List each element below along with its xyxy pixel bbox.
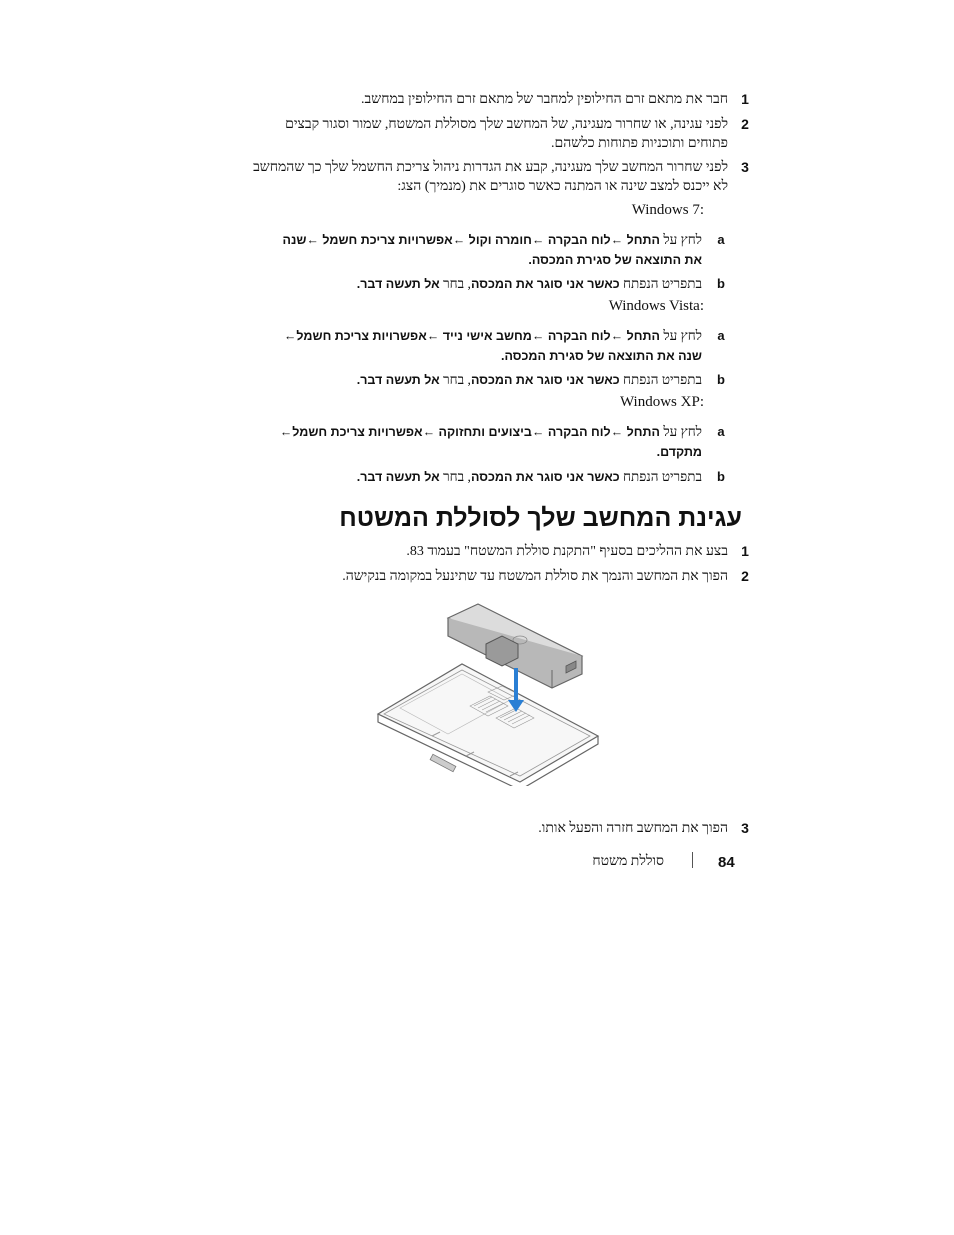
os-label-windows-7: Windows 7: xyxy=(631,202,704,218)
step-text-line-2: לא ייכנס למצב שינה או המתנה כאשר סוגרים את (מנמיך) הצג: xyxy=(397,179,728,194)
menu-path-line-2: את התוצאה של סגירת המכסה. xyxy=(528,253,702,267)
substep-letter: a xyxy=(717,232,725,247)
menu-path: התחל ←לוח הבקרה ←ביצועים ותחזוקה ←אפשרויות צריכת חשמל← xyxy=(279,425,660,439)
substep-a-vista xyxy=(262,326,725,366)
step-text-line-2: פתוחים ותוכניות פתוחות כלשהם. xyxy=(551,136,728,151)
menu-path-line-2: שנה את התוצאה של סגירת המכסה. xyxy=(500,349,702,363)
step-text-line-1: לפני שחרור המחשב שלך מעגינה, קבע את הגדרות ניהול צריכת החשמל שלך כך שהמחשב xyxy=(253,160,728,175)
substep-mid: , בחר xyxy=(439,469,471,484)
page-number: 84 xyxy=(718,854,735,871)
substep-prefix: בתפריט הנפתח xyxy=(619,372,702,387)
os-label-windows-vista: Windows Vista: xyxy=(608,298,704,314)
step-text: הפוך את המחשב חזרה והפעל אותו. xyxy=(538,821,728,836)
option-name: אל תעשה דבר. xyxy=(356,470,440,484)
os-label-windows-xp: Windows XP: xyxy=(620,394,704,410)
step-2-bottom xyxy=(248,567,749,586)
step-3-top xyxy=(248,158,749,196)
step-number: 2 xyxy=(741,116,749,132)
substep-b-vista xyxy=(262,370,725,390)
substep-prefix: לחץ על xyxy=(659,424,702,439)
substep-b-xp xyxy=(262,467,725,487)
step-3-bottom xyxy=(248,819,749,838)
docking-illustration xyxy=(370,596,610,786)
step-text: חבר את מתאם זרם החילופין למחבר של מתאם זרם החילופין במחשב. xyxy=(361,92,728,107)
substep-prefix: לחץ על xyxy=(659,328,702,343)
step-number: 1 xyxy=(741,543,749,559)
substep-prefix: בתפריט הנפתח xyxy=(619,469,702,484)
substep-letter: b xyxy=(717,372,725,387)
substep-prefix: לחץ על xyxy=(659,232,702,247)
substep-a-win7 xyxy=(262,230,725,270)
substep-mid: , בחר xyxy=(439,276,471,291)
step-1-top xyxy=(248,90,749,109)
step-number: 3 xyxy=(741,159,749,175)
step-text: בצע את ההליכים בסעיף "התקנת סוללת המשטח" בעמוד 83. xyxy=(406,544,728,559)
menu-path: התחל ←לוח הבקרה ←מחשב אישי נייד ←אפשרויות צריכת חשמל← xyxy=(283,329,660,343)
step-number: 3 xyxy=(741,820,749,836)
step-text: הפוך את המחשב והנמך את סוללת המשטח עד שתינעל במקומה בנקישה. xyxy=(342,569,728,584)
option-name: אל תעשה דבר. xyxy=(356,373,440,387)
substep-letter: a xyxy=(717,424,725,439)
dropdown-name: כאשר אני סוגר את המכסה xyxy=(470,373,620,387)
footer-title: סוללת משטח xyxy=(592,854,664,869)
substep-letter: b xyxy=(717,469,725,484)
menu-path-line-2: מתקדם. xyxy=(656,445,702,459)
option-name: אל תעשה דבר. xyxy=(356,277,440,291)
step-2-top xyxy=(248,115,749,153)
substep-mid: , בחר xyxy=(439,372,471,387)
substep-letter: b xyxy=(717,276,725,291)
substep-b-win7 xyxy=(262,274,725,294)
menu-path: התחל ←לוח הבקרה ←חומרה וקול ←אפשרויות צריכת חשמל ←שנה xyxy=(282,233,660,247)
step-text-line-1: לפני עגינה, או שחרור מעגינה, של המחשב שלך מסוללת המשטח, שמור וסגור קבצים xyxy=(285,117,728,132)
substep-a-xp xyxy=(262,422,725,462)
dropdown-name: כאשר אני סוגר את המכסה xyxy=(470,470,620,484)
substep-prefix: בתפריט הנפתח xyxy=(619,276,702,291)
section-heading: עגינת המחשב שלך לסוללת המשטח xyxy=(339,504,742,532)
step-1-bottom xyxy=(248,542,749,561)
step-number: 1 xyxy=(741,91,749,107)
step-number: 2 xyxy=(741,568,749,584)
substep-letter: a xyxy=(717,328,725,343)
dropdown-name: כאשר אני סוגר את המכסה xyxy=(470,277,620,291)
footer-divider xyxy=(692,852,693,868)
